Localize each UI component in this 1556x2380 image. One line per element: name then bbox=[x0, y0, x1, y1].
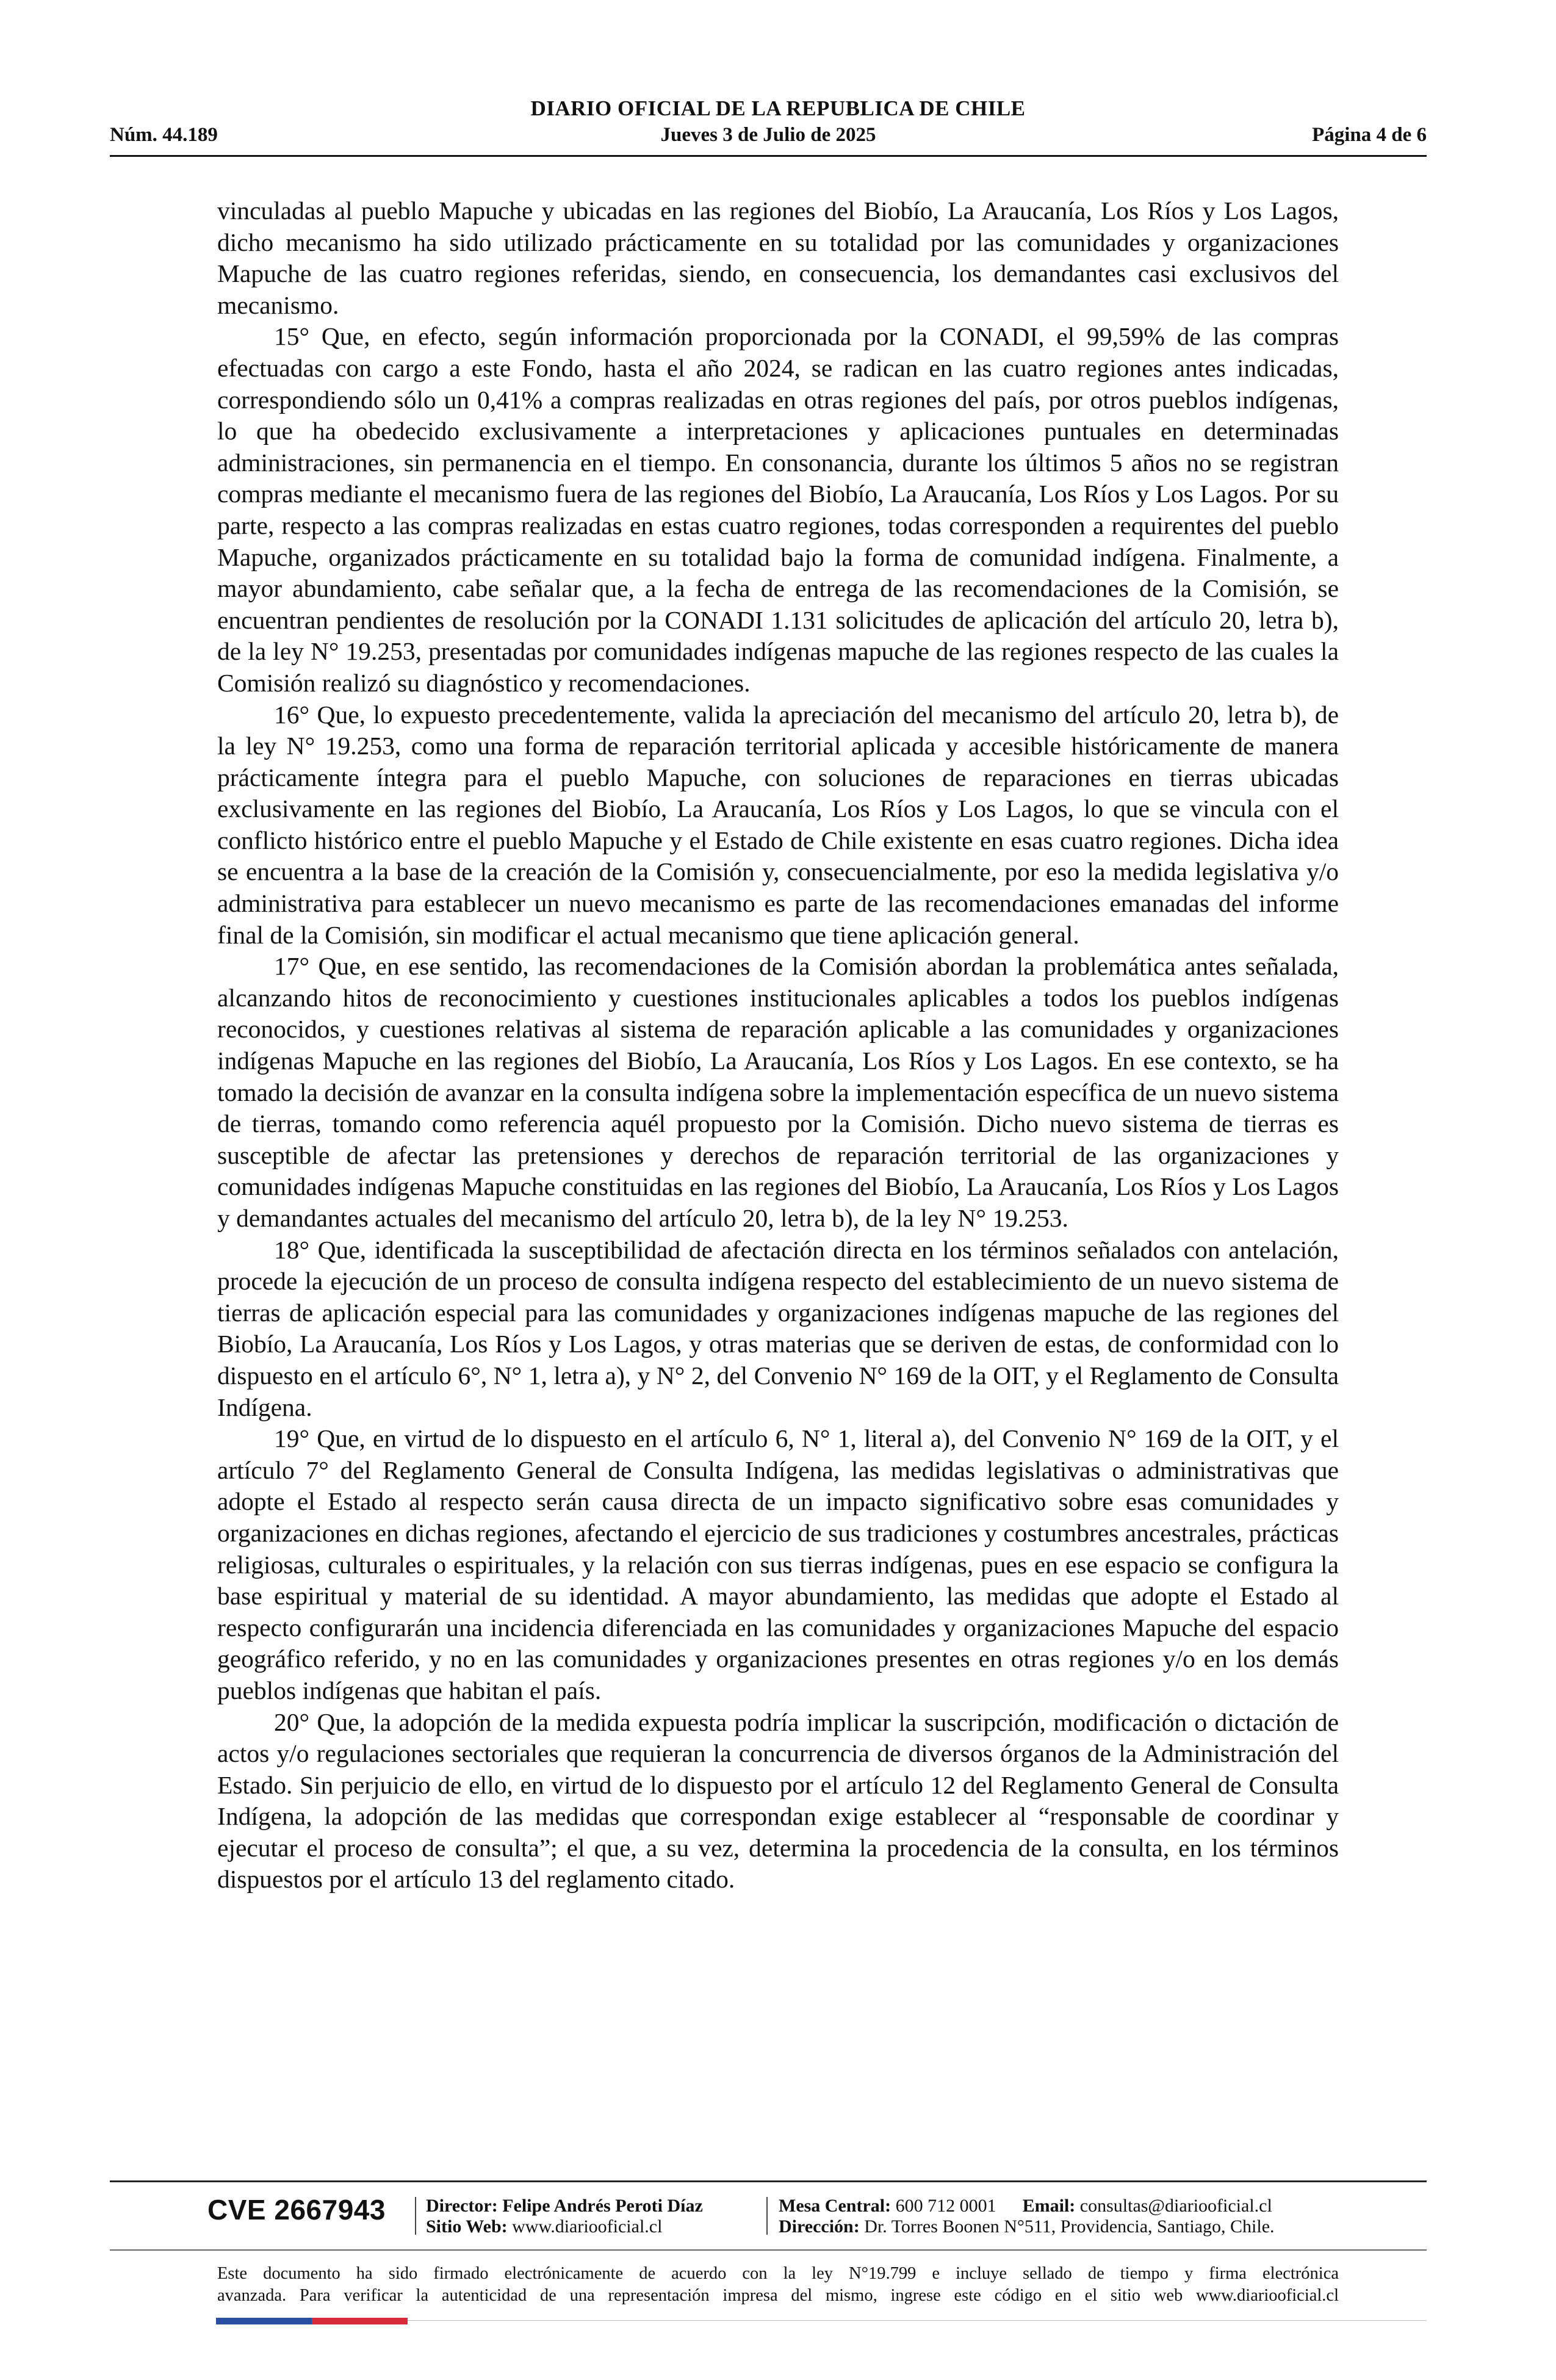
email-address[interactable]: consultas@diariooficial.cl bbox=[1079, 2196, 1272, 2216]
footer-divider-top bbox=[110, 2180, 1427, 2182]
page-label: Página 4 de 6 bbox=[1312, 124, 1427, 146]
document-body bbox=[217, 195, 1339, 1895]
footer-separator-1 bbox=[415, 2197, 416, 2235]
footer-director-block bbox=[426, 2196, 703, 2237]
paragraph-16: 16° Que, lo expuesto precedentemente, valida la apreciación del mecanismo del artículo 20, letra b), de la ley N° 19.253, como una forma de reparación territorial aplicada y accesible históricamente de manera prácticamente íntegra para el pueblo Mapuche, con soluciones de reparaciones en tierras ubicadas exclusivamente en las regiones del Biobío, La Araucanía, Los Ríos y Los Lagos, lo que se vincula con el conflicto histórico entre el pueblo Mapuche y el Estado de Chile existente en esas cuatro regiones. Dicha idea se encuentra a la base de la creación de la Comisión y, consecuencialmente, por eso la medida legislativa y/o administrativa para establecer un nuevo mecanismo es parte de las recomendaciones emanadas del informe final de la Comisión, sin modificar el actual mecanismo que tiene aplicación general. bbox=[217, 700, 1339, 949]
footer-separator-2 bbox=[766, 2197, 768, 2235]
cve-code: CVE 2667943 bbox=[207, 2194, 386, 2226]
issue-number: Núm. 44.189 bbox=[110, 124, 218, 146]
director-label: Director: bbox=[426, 2196, 498, 2216]
paragraph-15: 15° Que, en efecto, según información proporcionada por la CONADI, el 99,59% de las compras efectuadas con cargo a este Fondo, hasta el año 2024, se radican en las cuatro regiones antes indicadas, correspondiendo sólo un 0,41% a compras realizadas en otras regiones del país, por otros pueblos indígenas, lo que ha obedecido exclusivamente a interpretaciones y aplicaciones puntuales en determinadas administraciones, sin permanencia en el tiempo. En consonancia, durante los últimos 5 años no se registran compras mediante el mecanismo fuera de las regiones del Biobío, La Araucanía, Los Ríos y Los Lagos. Por su parte, respecto a las compras realizadas en estas cuatro regiones, todas corresponden a requirentes del pueblo Mapuche, organizados prácticamente en su totalidad bajo la forma de comunidad indígena. Finalmente, a mayor abundamiento, cabe señalar que, a la fecha de entrega de las recomendaciones de la Comisión, se encuentran pendientes de resolución por la CONADI 1.131 solicitudes de aplicación del artículo 20, letra b), de la ley N° 19.253, presentadas por comunidades indígenas mapuche de las regiones respecto de las cuales la Comisión realizó su diagnóstico y recomendaciones. bbox=[217, 322, 1339, 697]
paragraph-20: 20° Que, la adopción de la medida expuesta podría implicar la suscripción, modificación o dictación de actos y/o regulaciones sectoriales que requieran la concurrencia de diversos órganos de la Administración del Estado. Sin perjuicio de ello, en virtud de lo dispuesto por el artículo 12 del Reglamento General de Consulta Indígena, la adopción de las medidas que correspondan exige establecer al “responsable de coordinar y ejecutar el proceso de consulta”; el que, a su vez, determina la procedencia de la consulta, en los términos dispuestos por el artículo 13 del reglamento citado. bbox=[217, 1707, 1339, 1894]
paragraph-19: 19° Que, en virtud de lo dispuesto en el artículo 6, N° 1, literal a), del Convenio N° 169 de la OIT, y el artículo 7° del Reglamento General de Consulta Indígena, las medidas legislativas o administrativas que adopte el Estado al respecto serán causa directa de un impacto significativo sobre esas comunidades y organizaciones en dichas regiones, afectando el ejercicio de sus tradiciones y costumbres ancestrales, prácticas religiosas, culturales o espirituales, y la relación con sus tierras indígenas, pues en ese espacio se configura la base espiritual y material de su identidad. A mayor abundamiento, las medidas que adopte el Estado al respecto configurarán una incidencia diferenciada en las comunidades y organizaciones Mapuche del espacio geográfico referido, y no en las comunidades y organizaciones presentes en otras regiones y/o en los demás pueblos indígenas que habitan el país. bbox=[217, 1424, 1339, 1704]
paragraph-17: 17° Que, en ese sentido, las recomendaciones de la Comisión abordan la problemática antes señalada, alcanzando hitos de reconocimiento y cuestiones institucionales aplicables a todos los pueblos indígenas reconocidos, y cuestiones relativas al sistema de reparación aplicable a las comunidades y organizaciones indígenas Mapuche en las regiones del Biobío, La Araucanía, Los Ríos y Los Lagos. En ese contexto, se ha tomado la decisión de avanzar en la consulta indígena sobre la implementación específica de un nuevo sistema de tierras, tomando como referencia aquél propuesto por la Comisión. Dicho nuevo sistema de tierras es susceptible de afectar las pretensiones y derechos de reparación territorial de las organizaciones y comunidades indígenas Mapuche constituidas en las regiones del Biobío, La Araucanía, Los Ríos y Los Lagos y demandantes actuales del mecanismo del artículo 20, letra b), de la ley N° 19.253. bbox=[217, 952, 1339, 1232]
website-label: Sitio Web: bbox=[426, 2216, 508, 2237]
chile-flag-stripe bbox=[216, 2318, 408, 2324]
flag-blue-segment bbox=[216, 2318, 312, 2324]
paragraph-continuation: vinculadas al pueblo Mapuche y ubicadas en las regiones del Biobío, La Araucanía, Los Ríos y Los Lagos, dicho mecanismo ha sido utilizado prácticamente en su totalidad por las comunidades y organizaciones Mapuche de las cuatro regiones referidas, siendo, en consecuencia, los demandantes casi exclusivos del mecanismo. bbox=[217, 197, 1339, 319]
website-line bbox=[426, 2216, 703, 2237]
signature-notice-line-1: Este documento ha sido firmado electrónicamente de acuerdo con la ley N°19.799 e incluye sellado de tiempo y firma electrónica bbox=[217, 2264, 1339, 2283]
address-text: Dr. Torres Boonen N°511, Providencia, Santiago, Chile. bbox=[864, 2216, 1275, 2237]
signature-notice-line-2: avanzada. Para verificar la autenticidad de una representación impresa del mismo, ingrese este código en el sitio web www.diariooficial.cl bbox=[217, 2286, 1339, 2305]
header-divider bbox=[110, 155, 1427, 157]
phone-number: 600 712 0001 bbox=[895, 2196, 996, 2216]
address-line bbox=[779, 2216, 1275, 2237]
director-name: Felipe Andrés Peroti Díaz bbox=[502, 2196, 703, 2216]
footer-divider-mid bbox=[110, 2249, 1427, 2251]
paragraph-18: 18° Que, identificada la susceptibilidad de afectación directa en los términos señalados con antelación, procede la ejecución de un proceso de consulta indígena respecto del establecimiento de un nuevo sistema de tierras de aplicación especial para las comunidades y organizaciones indígenas mapuche de las regiones del Biobío, La Araucanía, Los Ríos y Los Lagos, y otras materias que se deriven de estas, de conformidad con lo dispuesto en el artículo 6°, N° 1, letra a), y N° 2, del Convenio N° 169 de la OIT, y el Reglamento de Consulta Indígena. bbox=[217, 1235, 1339, 1421]
address-label: Dirección: bbox=[779, 2216, 860, 2237]
header-row bbox=[110, 124, 1427, 151]
signature-notice bbox=[217, 2263, 1339, 2307]
email-label: Email: bbox=[1022, 2196, 1076, 2216]
footer-contact-block bbox=[779, 2196, 1275, 2237]
issue-date: Jueves 3 de Julio de 2025 bbox=[660, 124, 876, 146]
website-link[interactable]: www.diariooficial.cl bbox=[512, 2216, 663, 2237]
footer-divider-bottom bbox=[408, 2320, 1427, 2321]
director-line bbox=[426, 2196, 703, 2216]
newspaper-title: DIARIO OFICIAL DE LA REPUBLICA DE CHILE bbox=[530, 96, 1026, 120]
phone-email-line bbox=[779, 2196, 1275, 2216]
flag-red-segment bbox=[312, 2318, 408, 2324]
phone-label: Mesa Central: bbox=[779, 2196, 891, 2216]
